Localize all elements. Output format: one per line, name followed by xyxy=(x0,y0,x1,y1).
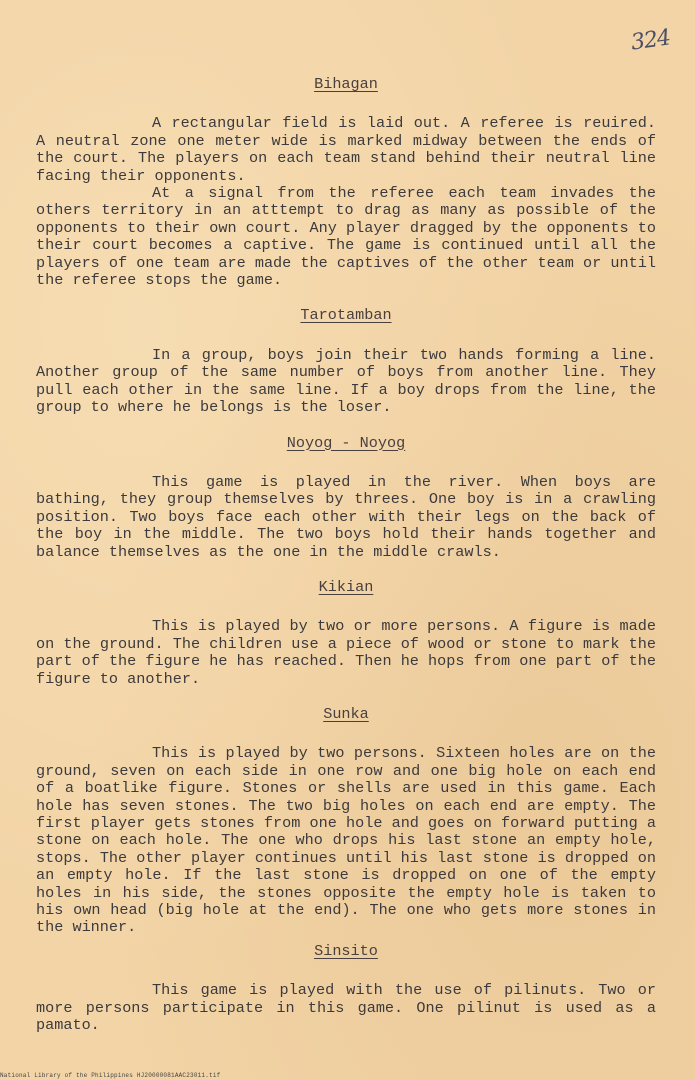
paragraph-bihagan-1: A rectangular field is laid out. A referee is reuired. A neutral zone one meter wide is marked midway between the ends of the court. The players on each team stand behind their neutral line facing their opponents. xyxy=(36,114,656,185)
section-title-noyog-noyog: Noyog - Noyog xyxy=(286,433,406,452)
section-title-tarotamban: Tarotamban xyxy=(300,306,392,325)
page-number: 324 xyxy=(629,25,672,56)
section-title-bihagan: Bihagan xyxy=(314,75,378,93)
archive-footer: National Library of the Philippines HJ20000081AAC23011.tif xyxy=(0,1072,221,1079)
paragraph-noyog-noyog: This game is played in the river. When boys are bathing, they group themselves by threes. One boy is in a crawling position. Two boys face each other with their legs on the back of the boy in the middle. The two boys hold their hands together and balance themselves as the one in the middle crawls. xyxy=(36,472,656,561)
paragraph-kikian: This is played by two or more persons. A figure is made on the ground. The children use a piece of wood or stone to mark the part of the figure he has reached. Then he hops from one part of the figure to another. xyxy=(36,617,656,688)
section-title-kikian: Kikian xyxy=(318,577,374,596)
section-title-sunka: Sunka xyxy=(323,704,369,723)
document-body xyxy=(36,76,656,1034)
paragraph-bihagan-2: At a signal from the referee each team invades the others territory in an atttempt to drag as many as possible of the opponents to their own court. Any player dragged by the opponents to their court becomes a captive. The game is continued until all the players of one team are made the captives of the other team or until the referee stops the game. xyxy=(36,184,656,290)
paragraph-sinsito: This game is played with the use of pilinuts. Two or more persons participate in this game. One pilinut is used as a pamato. xyxy=(36,981,656,1035)
paragraph-sunka: This is played by two persons. Sixteen holes are on the ground, seven on each side in one row and one big hole on each end of a boatlike figure. Stones or shells are used in this game. Each hole has seven stones. The two big holes on each end are empty. The first player gets stones from one hole and goes on forward putting a stone on each hole. The one who drops his last stone an empty hole, stops. The other player continues until his last stone is dropped on an empty hole. If the last stone is dropped on one of the empty holes in his side, the stones opposite the empty hole is taken to his own head (big hole at the end). The one who gets more stones in the winner. xyxy=(36,744,656,937)
section-title-sinsito: Sinsito xyxy=(314,941,378,960)
paragraph-tarotamban: In a group, boys join their two hands forming a line. Another group of the same number of boys from another line. They pull each other in the same line. If a boy drops from the line, the group to where he belongs is the loser. xyxy=(36,345,656,417)
